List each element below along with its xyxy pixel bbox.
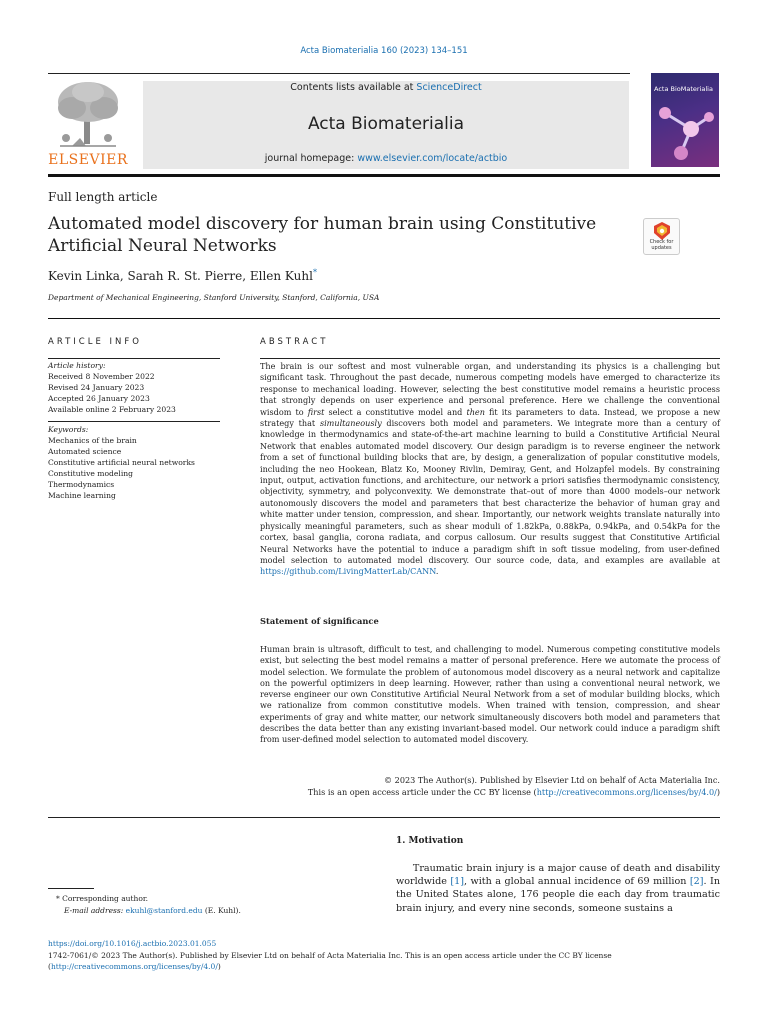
affiliation-rule [48,318,720,319]
header-bottom-rule [48,174,720,177]
doi-link[interactable]: https://doi.org/10.1016/j.actbio.2023.01.055 [48,939,217,948]
history-accepted: Accepted 26 January 2023 [48,394,150,403]
crossmark-label: Check for updates [649,239,674,251]
email-suffix: (E. Kuhl). [202,906,241,915]
significance-text: Human brain is ultrasoft, difficult to test, and challenging to model. Numerous competing constitutive models exist, but selecting the best model remains a matter of personal preference. Here we automate the process of model selection. We formulate the problem of autonomous model discovery as a neural network and capitalize on the powerful optimizers in deep learning. However, rather than using a conventional neural network, we reverse engineer our own Constitutive Artificial Neural Network from a set of modular building blocks, which we rationalize from common constitutive models. When trained with tension, compression, and shear experiments of gray and white matter, our network simultaneously discovers both model and parameters that describes the data better than any existing invariant-based model. Our network could induce a paradigm shift from user-defined model selection to automated model discovery. [260,644,720,745]
article-title-line-2: Artificial Neural Networks [48,236,277,256]
cover-molecule-graphic [651,73,719,167]
citation-link[interactable]: [2] [689,876,704,888]
keywords-label: Keywords: [48,425,89,434]
keyword-item: Machine learning [48,491,116,500]
cc-license-link[interactable]: http://creativecommons.org/licenses/by/4.0/ [536,787,717,798]
keywords-rule [48,421,220,422]
journal-title: Acta Biomaterialia [307,114,465,134]
check-for-updates-button[interactable] [643,218,680,255]
license-prefix: This is an open access article under the CC BY license ( [307,787,537,798]
motivation-paragraph [396,862,720,915]
abstract-part: select a constitutive model and [324,406,467,417]
article-info-heading: ARTICLE INFO [48,337,142,347]
keyword-item: Constitutive artificial neural networks [48,458,195,467]
abstract-rule [260,358,720,359]
article-title [48,213,608,257]
abstract-heading: ABSTRACT [260,337,329,347]
authors-names[interactable]: Kevin Linka, Sarah R. St. Pierre, Ellen Kuhl [48,269,313,283]
section-heading-motivation: 1. Motivation [396,836,464,846]
keywords-block [48,424,220,501]
homepage-prefix: journal homepage: [264,153,358,164]
history-received: Received 8 November 2022 [48,372,155,381]
email-footnote [64,906,241,916]
sciencedirect-link[interactable]: ScienceDirect [416,82,482,93]
license-line-2 [48,961,688,972]
email-label: E-mail address: [64,906,124,915]
crossmark-icon [652,222,672,240]
history-online: Available online 2 February 2023 [48,405,176,414]
article-title-line-1: Automated model discovery for human brain using Constitutive [48,214,597,234]
author-list [48,268,317,283]
abstract-emphasis: simultaneously [319,418,382,429]
contents-prefix: Contents lists available at [290,82,417,93]
abstract-part: discovers both model and parameters. We integrate more than a century of knowledge in thermodynamics and state-of-the-art machine learning to build a Constitutive Artificial Neural Network that enables automated model discovery. Our design paradigm is to reverse engineer the network from a set of functional building blocks that are, by design, a generalization of popular constitutive models, including the neo Hookean, Blatz Ko, Mooney Rivlin, Demiray, Gent, and Holzapfel models. By constraining input, output, activation functions, and architecture, our network a priori satisfies thermodynamic consistency, objectivity, symmetry, and polyconvexity. We demonstrate that–out of more than 4000 models–our network autonomously discovers the model and parameters that best characterize the behavior of human gray and white matter under tension, compression, and shear. Importantly, our network weights translate naturally into physically meaningful parameters, such as shear moduli of 1.82kPa, 0.88kPa, 0.94kPa, and 0.54kPa for the cortex, basal ganglia, corona radiata, and corpus callosum. Our results suggest that Constitutive Artificial Neural Networks have the potential to induce a paradigm shift in soft tissue modeling, from user-defined model selection to automated model discovery. Our source code, data, and examples are available at [260,418,720,565]
motivation-text-part: Traumatic brain injury is a major cause of death and disability worldwide [396,863,720,888]
license-suffix: ) [716,787,720,798]
journal-masthead [143,81,629,169]
copyright-line-1: © 2023 The Author(s). Published by Elsevier Ltd on behalf of Acta Materialia Inc. [384,775,720,785]
motivation-text-part: . In the United States alone, 176 people die each day from traumatic brain injury, and every nine seconds, someone sustains a [396,876,720,914]
abstract-end: . [435,566,439,577]
cover-title: Acta BioMaterialia [654,85,713,93]
journal-reference[interactable]: Acta Biomaterialia 160 (2023) 134–151 [300,46,468,56]
footer-license-link[interactable]: http://creativecommons.org/licenses/by/4.0/ [50,962,218,971]
license-open-paren: ( [48,962,51,971]
article-history [48,360,220,415]
significance-heading: Statement of significance [260,616,379,626]
homepage-link[interactable]: www.elsevier.com/locate/actbio [357,153,508,164]
article-info-rule [48,358,220,359]
footnote-text: Corresponding author. [59,894,149,903]
keyword-item: Automated science [48,447,122,456]
elsevier-tree-icon [50,80,126,150]
history-revised: Revised 24 January 2023 [48,383,145,392]
motivation-text-part: , with a global annual incidence of 69 million [463,876,690,888]
abstract-emphasis: first [307,406,325,417]
elsevier-wordmark: ELSEVIER [48,152,128,168]
body-separator-rule [48,817,720,818]
elsevier-logo[interactable] [48,80,128,168]
github-link[interactable]: https://github.com/LivingMatterLab/CANN [260,566,436,577]
keyword-item: Mechanics of the brain [48,436,137,445]
journal-homepage-line [143,153,629,164]
footnote-rule [48,888,94,889]
citation-link[interactable]: [1] [450,876,464,888]
journal-cover-image[interactable] [651,73,719,167]
abstract-emphasis: then [466,406,485,417]
license-close-paren: ) [217,962,221,971]
copyright-line-2 [260,786,720,798]
article-history-label: Article history: [48,361,106,370]
corresponding-author-footnote [56,894,148,904]
abstract-part: fit its parameters to data. Instead, we propose a new strategy that [260,406,721,429]
author-affiliation: Department of Mechanical Engineering, Stanford University, Stanford, California, USA [48,293,380,302]
keyword-item: Constitutive modeling [48,469,134,478]
abstract-part: The brain is our softest and most vulnerable organ, and understanding its physics is a challenging but significant task. Throughout the past decade, numerous competing models have emerged to characterize its response to mechanical loading. However, selecting the best constitutive model remains a heuristic process that strongly depends on user experience and personal preference. Here we challenge the conventional wisdom to [260,361,720,417]
article-type: Full length article [48,190,158,204]
email-link[interactable]: ekuhl@stanford.edu [125,906,203,915]
abstract-text [260,361,720,578]
license-line-1: 1742-7061/© 2023 The Author(s). Published by Elsevier Ltd on behalf of Acta Materialia Inc. This is an open access article under the CC BY license [48,951,612,960]
header-top-rule [48,73,630,74]
license-footer [48,950,688,972]
keyword-item: Thermodynamics [48,480,115,489]
copyright-notice [260,774,720,799]
footnote-mark: * [56,894,60,903]
corresponding-author-mark[interactable]: * [312,268,317,277]
contents-lists-line [143,82,629,93]
